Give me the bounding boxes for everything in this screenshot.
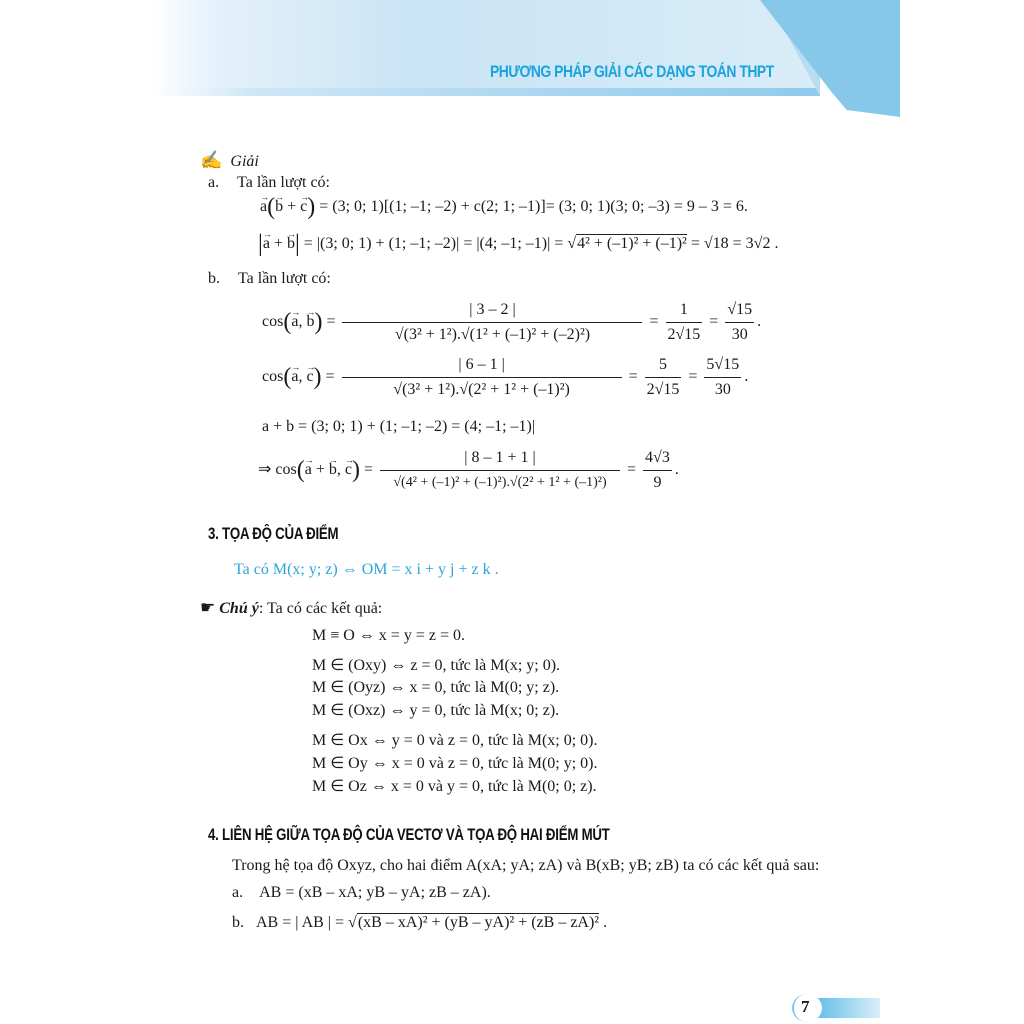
header-stripe [150, 88, 820, 96]
part-a-line2: |→ a + → b| = |(3; 0; 1) + (1; –1; –2)| = |(4; –1; –1)| = √4² + (–1)² + (–1)² = √18 = 3√2 . [258, 234, 778, 254]
result-item: M ∈ Ox ⇔ y = 0 và z = 0, tức là M(x; 0; 0). [312, 732, 598, 749]
result-item: M ∈ (Oxy) ⇔ z = 0, tức là M(x; y; 0). [312, 657, 561, 674]
solution-label: Giải [230, 153, 259, 170]
result-item: M ∈ Oy ⇔ x = 0 và z = 0, tức là M(0; y; 0). [312, 755, 598, 772]
note-line: ☛ Chú ý: Ta có các kết quả: [200, 598, 383, 617]
section-4-item-b: b. AB = | AB | = √(xB – xA)² + (yB – yA)² + (zB – zA)² . [232, 914, 608, 931]
page-number-badge [792, 994, 882, 1022]
result-item: M ≡ O ⇔ x = y = z = 0. [312, 627, 465, 644]
header-title: PHƯƠNG PHÁP GIẢI CÁC DẠNG TOÁN THPT [490, 62, 774, 81]
part-a-line1: → a(→ b + → c) = (3; 0; 1)[(1; –1; –2) + c(2; 1; –1)]= (3; 0; 1)(3; 0; –3) = 9 – 3 = 6. [260, 197, 748, 217]
cos-ab-equation: cos(→ a, → b) = $\frac{| 3 - 2 |}{\text{√(3² + 1²).√(1² + (–1)² + (–2)²)}}$ = $\frac{1}{2√15}$ = $\frac{√15}{30}$ . [262, 300, 761, 345]
sum-ab-line: a + b = (3; 0; 1) + (1; –1; –2) = (4; –1; –1)| [262, 418, 536, 435]
solution-heading [200, 150, 259, 172]
cos-sum-equation: ⇒ cos(→ a + → b, → c) = $\frac{| 8 - 1 + 1 |}{\text{√(4² + (–1)² + (–1)²).√(2² + 1² + (–1)²)}}$ = $\frac{4√3}{9}$ . [258, 448, 679, 493]
pointing-hand-icon: ☛ [200, 598, 216, 617]
section-3-formula: Ta có M(x; y; z) ⇔ OM = x i + y j + z k . [234, 561, 499, 578]
section-3-title: 3. TỌA ĐỘ CỦA ĐIỂM [208, 524, 339, 543]
part-b-intro: b. Ta lần lượt có: [208, 270, 331, 287]
result-item: M ∈ (Oxz) ⇔ y = 0, tức là M(x; 0; z). [312, 702, 560, 719]
page-number: 7 [801, 997, 810, 1016]
part-a-intro: a. Ta lần lượt có: [208, 174, 330, 191]
cos-ac-equation: cos(→ a, → c) = $\frac{| 6 - 1 |}{\text{√(3² + 1²).√(2² + 1² + (–1)²)}}$ = $\frac{5}{2√15}$ = $\frac{5√15}{30}$ . [262, 355, 748, 400]
section-4-title: 4. LIÊN HỆ GIỮA TỌA ĐỘ CỦA VECTƠ VÀ TỌA ĐỘ HAI ĐIỂM MÚT [208, 825, 610, 844]
pencil-writing-icon: ✍ [200, 150, 223, 170]
section-4-item-a: a. AB = (xB – xA; yB – yA; zB – zA). [232, 884, 491, 901]
section-4-intro: Trong hệ tọa độ Oxyz, cho hai điểm A(xA; yA; zA) và B(xB; yB; zB) ta có các kết quả sau: [232, 857, 820, 874]
result-item: M ∈ (Oyz) ⇔ x = 0, tức là M(0; y; z). [312, 679, 560, 696]
result-item: M ∈ Oz ⇔ x = 0 và y = 0, tức là M(0; 0; z). [312, 778, 597, 795]
